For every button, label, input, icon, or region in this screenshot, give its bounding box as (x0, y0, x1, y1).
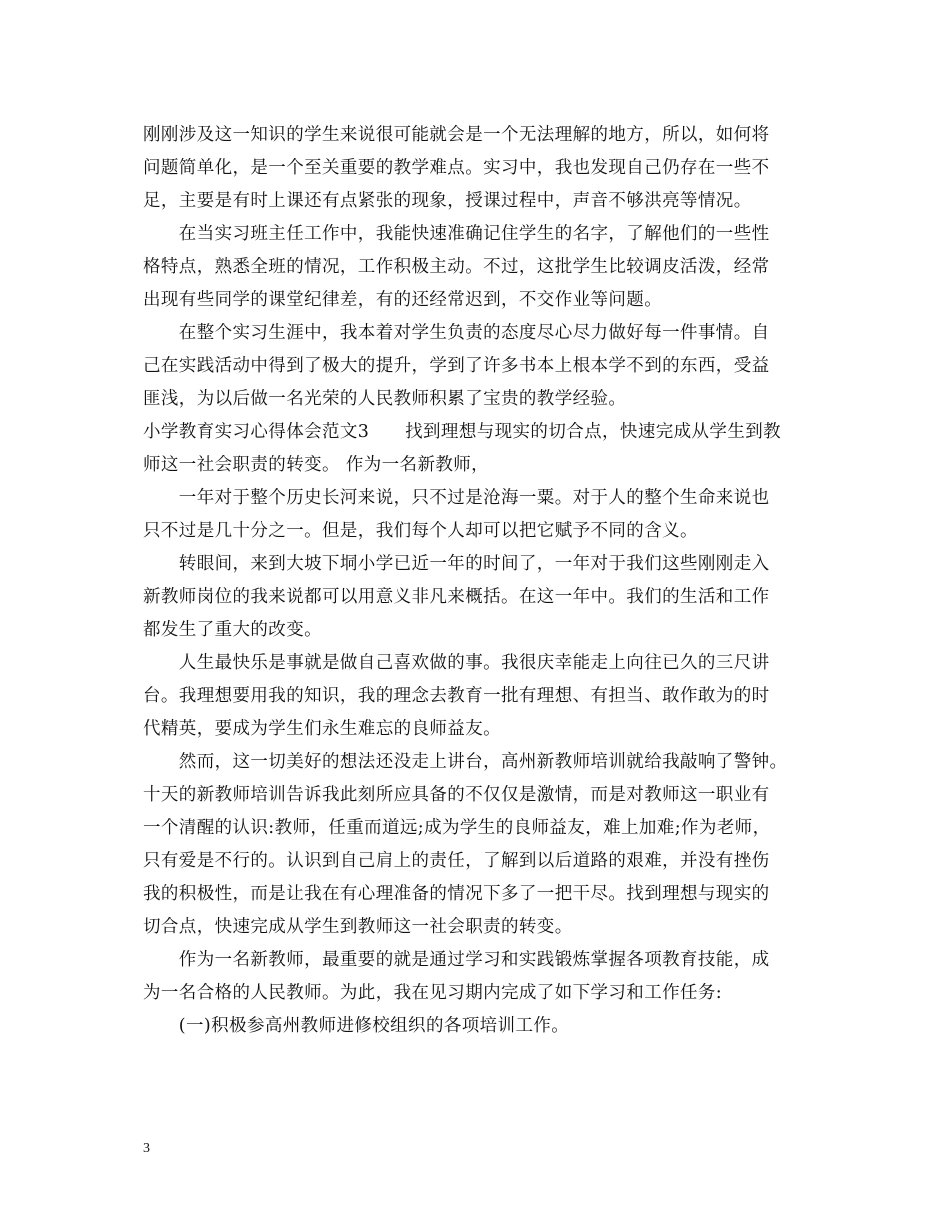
text-line: 我的积极性，而是让我在有心理准备的情况下多了一把干尽。找到理想与现实的 (143, 884, 770, 904)
text-line: 新教师岗位的我来说都可以用意义非凡来概括。在这一年中。我们的生活和工作 (143, 587, 770, 607)
page-number: 3 (143, 1141, 150, 1156)
text-line: 己在实践活动中得到了极大的提升，学到了许多书本上根本学不到的东西，受益 (143, 356, 770, 376)
text-line: 为一名合格的人民教师。为此，我在见习期内完成了如下学习和工作任务: (143, 983, 723, 1003)
text-line: 刚刚涉及这一知识的学生来说很可能就会是一个无法理解的地方，所以，如何将 (143, 125, 770, 145)
text-line: 在当实习班主任工作中，我能快速准确记住学生的名字，了解他们的一些性 (143, 224, 770, 244)
body-text (143, 119, 808, 1043)
text-line: 问题简单化，是一个至关重要的教学难点。实习中，我也发现自己仍存在一些不 (143, 158, 770, 178)
text-line: 一个清醒的认识:教师，任重而道远;成为学生的良师益友，难上加难;作为老师， (143, 818, 771, 838)
text-line: 作为一名新教师，最重要的就是通过学习和实践锻炼掌握各项教育技能，成 (143, 950, 770, 970)
text-line: 小学教育实习心得体会范文3 找到理想与现实的切合点，快速完成从学生到教 (143, 422, 782, 442)
text-line: 台。我理想要用我的知识，我的理念去教育一批有理想、有担当、敢作敢为的时 (143, 686, 770, 706)
text-line: 然而，这一切美好的想法还没走上讲台，高州新教师培训就给我敲响了警钟。 (143, 752, 788, 772)
text-line: 出现有些同学的课堂纪律差，有的还经常迟到，不交作业等问题。 (143, 290, 663, 310)
text-line: 师这一社会职责的转变。 作为一名新教师， (143, 455, 490, 475)
text-line: 匪浅，为以后做一名光荣的人民教师积累了宝贵的教学经验。 (143, 389, 627, 409)
text-line: 一年对于整个历史长河来说，只不过是沧海一粟。对于人的整个生命来说也 (143, 488, 770, 508)
text-line: 都发生了重大的改变。 (143, 620, 322, 640)
text-line: 只不过是几十分之一。但是，我们每个人却可以把它赋予不同的含义。 (143, 521, 698, 541)
text-line: 在整个实习生涯中，我本着对学生负责的态度尽心尽力做好每一件事情。自 (143, 323, 770, 343)
text-line: 格特点，熟悉全班的情况，工作积极主动。不过，这批学生比较调皮活泼，经常 (143, 257, 770, 277)
text-line: 足，主要是有时上课还有点紧张的现象，授课过程中，声音不够洪亮等情况。 (143, 191, 752, 211)
text-line: 十天的新教师培训告诉我此刻所应具备的不仅仅是激情，而是对教师这一职业有 (143, 785, 770, 805)
text-line: 切合点，快速完成从学生到教师这一社会职责的转变。 (143, 917, 573, 937)
text-line: 人生最快乐是事就是做自己喜欢做的事。我很庆幸能走上向往已久的三尺讲 (143, 653, 770, 673)
text-line: 转眼间，来到大坡下垌小学已近一年的时间了，一年对于我们这些刚刚走入 (143, 554, 770, 574)
text-line: (一)积极参高州教师进修校组织的各项培训工作。 (143, 1016, 570, 1036)
text-line: 只有爱是不行的。认识到自己肩上的责任，了解到以后道路的艰难，并没有挫伤 (143, 851, 770, 871)
text-line: 代精英，要成为学生们永生难忘的良师益友。 (143, 719, 501, 739)
